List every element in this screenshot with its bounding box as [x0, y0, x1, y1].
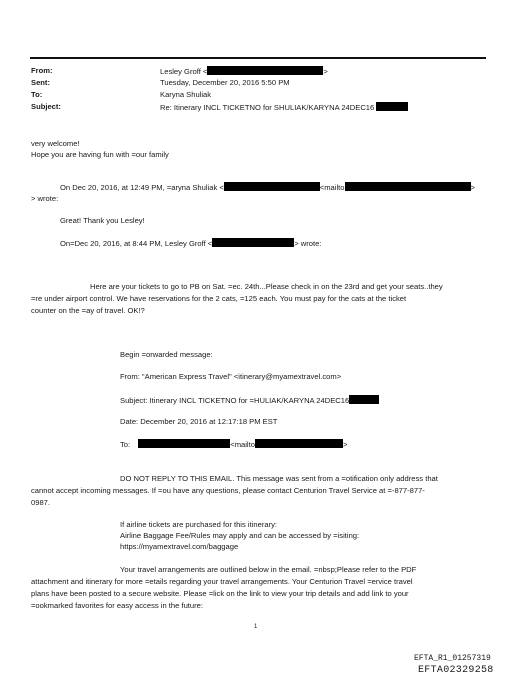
- forwarded-to-label: To:: [120, 440, 131, 449]
- body-line-2: Hope you are having fun with =our family: [31, 150, 169, 159]
- arrangements-line-2: attachment and itinerary for more =etails regarding your travel arrangements. Your Centurion Travel =ervice travel: [31, 577, 413, 586]
- notice-line-1: DO NOT REPLY TO THIS EMAIL. This message was sent from a =otification only address that: [120, 474, 438, 483]
- redaction-box: [224, 182, 320, 191]
- forwarded-to-mailto: <mailto: [230, 440, 255, 449]
- redaction-box: [207, 66, 323, 75]
- baggage-link[interactable]: https://myamextravel.com/baggage: [120, 542, 239, 551]
- subject-value: [160, 102, 408, 113]
- para-1-line-1: Here are your tickets to go to PB on Sat. =ec. 24th...Please check in on the 23rd and get your seats..they: [90, 282, 443, 291]
- arrangements-line-1: Your travel arrangements are outlined below in the email. =nbsp;Please refer to the PDF: [120, 565, 417, 574]
- redaction-box: [255, 439, 343, 448]
- notice-line-2: cannot accept incoming messages. If =ou have any questions, please contact Centurion Travel Service at =-877-877-: [31, 486, 425, 495]
- quote-1-header: [60, 182, 475, 193]
- baggage-line-1: If airline tickets are purchased for this itinerary:: [120, 520, 278, 529]
- header-divider: [30, 57, 486, 59]
- to-label: To:: [31, 90, 43, 99]
- from-end: >: [323, 67, 328, 76]
- notice-line-3: 0987.: [31, 498, 51, 507]
- quote-1-wrote: > wrote:: [31, 194, 59, 203]
- redaction-box: [376, 102, 408, 111]
- to-value: Karyna Shuliak: [160, 90, 212, 99]
- from-label: From:: [31, 66, 53, 75]
- quote-1-mailto: <mailto: [319, 183, 345, 192]
- bates-stamp-2: EFTA02329258: [418, 665, 494, 676]
- bates-stamp-1: EFTA_R1_01257319: [414, 654, 491, 663]
- subject-text: Re: Itinerary INCL TICKETNO for SHULIAK/KARYNA 24DEC16: [160, 103, 375, 112]
- para-1-line-2: =re under airport control. We have reservations for the 2 cats, =125 each. You must pay for the cats at the ticket: [31, 294, 407, 303]
- redaction-box: [212, 238, 294, 247]
- sent-value: Tuesday, December 20, 2016 5:50 PM: [160, 78, 290, 87]
- from-name: Lesley Groff <: [160, 67, 208, 76]
- forwarded-to-end: >: [342, 440, 348, 449]
- page-number: 1: [254, 624, 258, 630]
- forwarded-from: From: "American Express Travel" <itinerary@myamextravel.com>: [120, 372, 342, 381]
- body-line-1: very welcome!: [31, 139, 80, 148]
- forwarded-subject-text: Subject: Itinerary INCL TICKETNO for =HULIAK/KARYNA 24DEC16: [120, 396, 350, 405]
- para-1-line-3: counter on the =ay of travel. OK!?: [31, 306, 145, 315]
- arrangements-line-4: =ookmarked favorites for easy access in the future:: [31, 601, 203, 610]
- quote-1-end: >: [470, 183, 475, 192]
- forwarded-subject: [120, 395, 379, 406]
- baggage-line-2: Airline Baggage Fee/Rules may apply and can be accessed by =isiting:: [120, 531, 360, 540]
- forwarded-to: [120, 439, 347, 450]
- redaction-box: [345, 182, 471, 191]
- redaction-box: [349, 395, 379, 404]
- quote-2-header: [60, 238, 321, 249]
- from-value: [160, 66, 328, 77]
- arrangements-line-3: plans have been posted to a secure website. Please =lick on the link to view your trip details and add link to your: [31, 589, 409, 598]
- quote-2-wrote: > wrote:: [294, 239, 322, 248]
- forwarded-begin: Begin =orwarded message:: [120, 350, 213, 359]
- subject-label: Subject:: [31, 102, 61, 111]
- forwarded-date: Date: December 20, 2016 at 12:17:18 PM EST: [120, 417, 278, 426]
- quote-2-start: On=Dec 20, 2016, at 8:44 PM, Lesley Groff <: [60, 239, 213, 248]
- redaction-box: [138, 439, 230, 448]
- sent-label: Sent:: [31, 78, 50, 87]
- quote-1-start: On Dec 20, 2016, at 12:49 PM, =aryna Shuliak <: [60, 183, 224, 192]
- quote-1-text: Great! Thank you Lesley!: [60, 216, 145, 225]
